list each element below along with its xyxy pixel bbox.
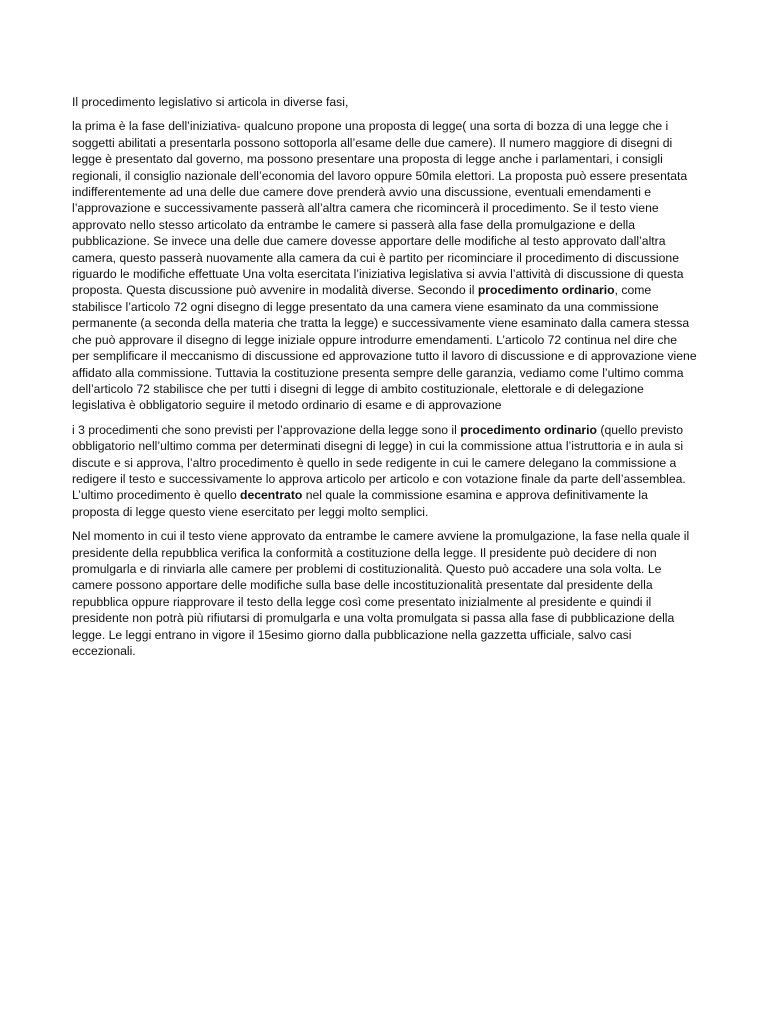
procedures-text-part-2: (quello previsto obbligatorio nell’ultimo comma per determinati disegni di legge) in cui la commissione attua l’istruttoria e in aula si discute e si approva, l’altro procedimento è quello in sede redigente in cui le camere delegano la commissione a redigere il testo e successivamente lo approva articolo per articolo e con votazione finale da parte dell’assemblea. L’ultimo procedimento è quello bbox=[72, 422, 686, 503]
ordinary-procedure-term: procedimento ordinario bbox=[477, 283, 615, 298]
ordinary-procedure-term-2: procedimento ordinario bbox=[460, 422, 597, 437]
promulgation-text: Nel momento in cui il testo viene approvato da entrambe le camere avviene la promulgazione, la fase nella quale il presidente della repubblica verifica la conformità a costituzione della legge. Il presidente può decidere di non promulgarla e di rinviarla alle camere per problemi di costituzionalità. Questo può accadere una sola volta. Le camere possono apportare delle modifiche sulla base delle incostituzionalità presentate dal presidente della repubblica oppure riapprovare il testo della legge così come presentato inizialmente al presidente e quindi il presidente non potrà più rifiutarsi di promulgarla e una volta promulgata si passa alla fase di pubblicazione della legge. Le leggi entrano in vigore il 15esimo giorno dalla pubblicazione nella gazzetta ufficiale, salvo casi eccezionali. bbox=[72, 529, 690, 658]
initiative-text-part-2: , come stabilisce l’articolo 72 ogni disegno di legge presentato da una camera viene esaminato da una commissione permanente (a seconda della materia che tratta la legge) e successivamente viene esaminato dalla camera stessa che può approvare il disegno di legge iniziale oppure introdurre emendamenti. L’articolo 72 continua nel dire che per semplificare il meccanismo di discussione ed approvazione tutto il lavoro di discussione e di approvazione viene affidato alla commissione. Tuttavia la costituzione presenta sempre delle garanzia, vediamo come l’ultimo comma dell’articolo 72 stabilisce che per tutti i disegni di legge di ambito costituzionale, elettorale e di delegazione legislativa è obbligatorio seguire il metodo ordinario di esame e di approvazione bbox=[72, 283, 697, 413]
procedures-paragraph bbox=[72, 422, 698, 520]
intro-text: Il procedimento legislativo si articola in diverse fasi, bbox=[72, 95, 349, 109]
intro-paragraph bbox=[72, 94, 698, 110]
initiative-paragraph bbox=[72, 118, 698, 413]
initiative-text-part-1: la prima è la fase dell’iniziativa- qualcuno propone una proposta di legge( una sorta di bozza di una legge che i soggetti abilitati a presentarla possono sottoporla all’esame delle due camere). Il numero maggiore di disegni di legge è presentato dal governo, ma possono presentare una proposta di legge anche i parlamentari, i consigli regionali, il consiglio nazionale dell’economia del lavoro oppure 50mila elettori. La proposta può essere presentata indifferentemente ad una delle due camere dove prenderà avvio una discussione, eventuali emendamenti e l’approvazione e successivamente passerà all’altra camera che ricomincerà il procedimento. Se il testo viene approvato nello stesso articolato da entrambe le camere si passerà alla fase della promulgazione e della pubblicazione. Se invece una delle due camere dovesse apportare delle modifiche al testo approvato dall’altra camera, questo passerà nuovamente alla camera da cui è partito per ricominciare il procedimento di discussione riguardo le modifiche effettuate Una volta esercitata l’iniziativa legislativa si avvia l’attività di discussione di questa proposta. Questa discussione può avvenire in modalità diverse. Secondo il bbox=[72, 119, 688, 298]
procedures-text-part-1: i 3 procedimenti che sono previsti per l’approvazione della legge sono il bbox=[72, 422, 461, 437]
promulgation-paragraph bbox=[72, 528, 698, 659]
decentralized-procedure-term: decentrato bbox=[240, 488, 303, 503]
document-page bbox=[72, 94, 698, 667]
procedures-text-part-3: nel quale la commissione esamina e approva definitivamente la proposta di legge questo viene esercitato per leggi molto semplici. bbox=[72, 488, 648, 519]
